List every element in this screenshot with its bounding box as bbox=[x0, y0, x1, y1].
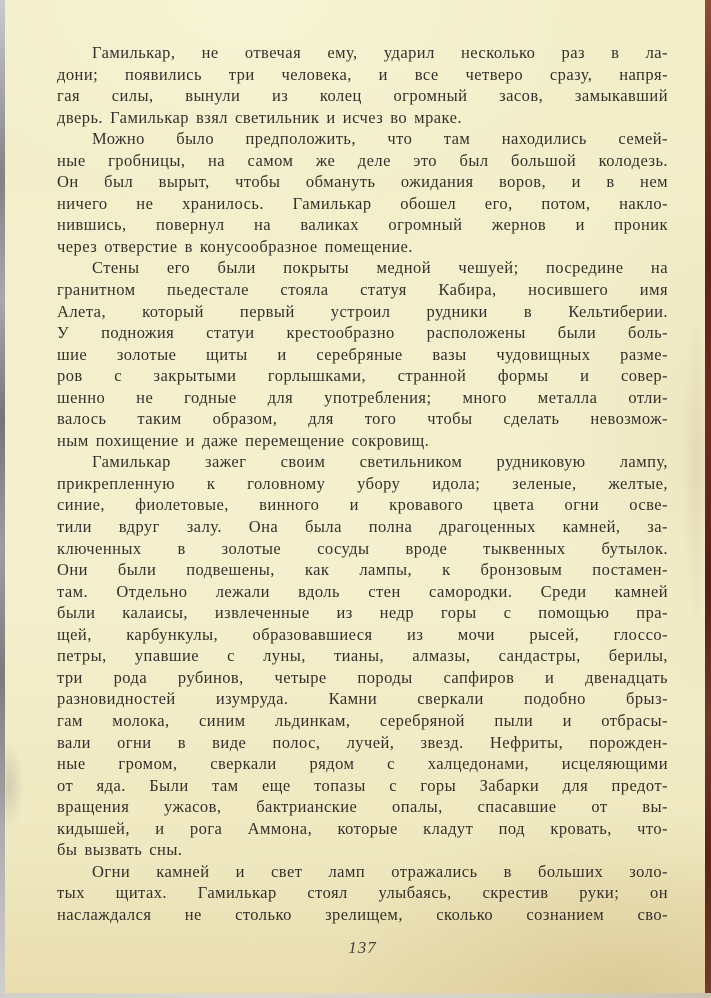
text-line: петры, упавшие с луны, тианы, алмазы, сандастры, берилы, bbox=[57, 646, 668, 666]
text-line: Гамилькар, не отвечая ему, ударил несколько раз в ла- bbox=[92, 43, 668, 62]
paragraph bbox=[57, 42, 668, 128]
page-number: 137 bbox=[348, 938, 377, 957]
paper-stain bbox=[0, 740, 24, 830]
paragraph bbox=[57, 451, 668, 860]
text-line: через отверстие в конусообразное помещение. bbox=[57, 236, 413, 256]
text-line: тили вдруг залу. Она была полна драгоценных камней, за- bbox=[57, 517, 668, 537]
text-line: там. Отдельно лежали вдоль стен самородки. Среди камней bbox=[57, 581, 668, 601]
text-line: дони; появились три человека, и все четверо сразу, напря- bbox=[57, 64, 668, 84]
text-line: Он был вырыт, чтобы обмануть ожидания воров, и в нем bbox=[57, 172, 668, 192]
text-line: гая силы, вынули из колец огромный засов, замыкавший bbox=[57, 86, 668, 106]
text-line: Алета, который первый устроил рудники в Кельтиберии. bbox=[57, 301, 668, 321]
text-line: щей, карбункулы, образовавшиеся из мочи рысей, глоссо- bbox=[57, 624, 668, 644]
text-line: гранитном пьедестале стояла статуя Кабира, носившего имя bbox=[57, 280, 668, 300]
text-line: ничего не хранилось. Гамилькар обошел его, потом, накло- bbox=[57, 193, 668, 213]
text-line: ров с закрытыми горлышками, странной формы и совер- bbox=[57, 366, 668, 386]
text-line: Можно было предположить, что там находились семей- bbox=[92, 129, 668, 149]
left-scan-edge bbox=[0, 0, 5, 998]
paragraph bbox=[57, 128, 668, 257]
bottom-scan-edge bbox=[0, 993, 711, 998]
text-line: дверь. Гамилькар взял светильник и исчез во мраке. bbox=[57, 107, 462, 127]
text-line: Стены его были покрыты медной чешуей; посредине на bbox=[92, 258, 668, 278]
paragraph bbox=[57, 257, 668, 451]
text-line: от яда. Были там еще топазы с горы Забарки для предот- bbox=[57, 775, 668, 795]
text-line: разновидностей изумруда. Камни сверкали подобно брыз- bbox=[57, 689, 668, 709]
page-text bbox=[57, 42, 668, 925]
text-line: три рода рубинов, четыре породы сапфиров и двенадцать bbox=[57, 667, 668, 687]
text-line: были калаисы, извлеченные из недр горы с помощью пра- bbox=[57, 603, 668, 623]
text-line: синие, фиолетовые, винного и кровавого цвета огни осве- bbox=[57, 495, 668, 515]
text-line: Гамилькар зажег своим светильником рудниковую лампу, bbox=[92, 452, 668, 472]
text-line: вали огни в виде полос, лучей, звезд. Нефриты, порожден- bbox=[57, 732, 668, 752]
text-line: У подножия статуи крестообразно расположены были боль- bbox=[57, 323, 668, 343]
text-line: гам молока, синим льдинкам, серебряной пыли и отбрасы- bbox=[57, 710, 668, 730]
paragraph bbox=[57, 861, 668, 926]
text-line: тых щитах. Гамилькар стоял улыбаясь, скрестив руки; он bbox=[57, 883, 668, 903]
text-line: валось таким образом, для того чтобы сделать невозмож- bbox=[57, 409, 668, 429]
text-line: наслаждался не столько зрелищем, сколько сознанием сво- bbox=[57, 904, 668, 924]
text-line: шие золотые щиты и серебряные вазы чудовищных разме- bbox=[57, 344, 668, 364]
text-line: бы вызвать сны. bbox=[57, 840, 183, 860]
text-line: шенно не годные для употребления; много металла отли- bbox=[57, 387, 668, 407]
text-line: кидышей, и рога Аммона, которые кладут под кровать, что- bbox=[57, 818, 668, 838]
text-line: ключенных в золотые сосуды вроде тыквенных бутылок. bbox=[57, 538, 668, 558]
text-line: нившись, повернул на валиках огромный жернов и проник bbox=[57, 215, 668, 235]
text-line: ным похищение и даже перемещение сокровищ. bbox=[57, 430, 430, 450]
paper-stain bbox=[683, 300, 709, 640]
text-line: Огни камней и свет ламп отражались в больших золо- bbox=[92, 861, 668, 881]
text-line: ные громом, сверкали рядом с халцедонами, исцеляющими bbox=[57, 754, 668, 774]
text-line: ные гробницы, на самом же деле это был большой колодезь. bbox=[57, 150, 668, 170]
text-line: прикрепленную к головному убору идола; зеленые, желтые, bbox=[57, 473, 668, 493]
text-line: вращения ужасов, бактрианские опалы, спасавшие от вы- bbox=[57, 797, 668, 817]
text-line: Они были подвешены, как лампы, к бронзовым постамен- bbox=[57, 560, 668, 580]
